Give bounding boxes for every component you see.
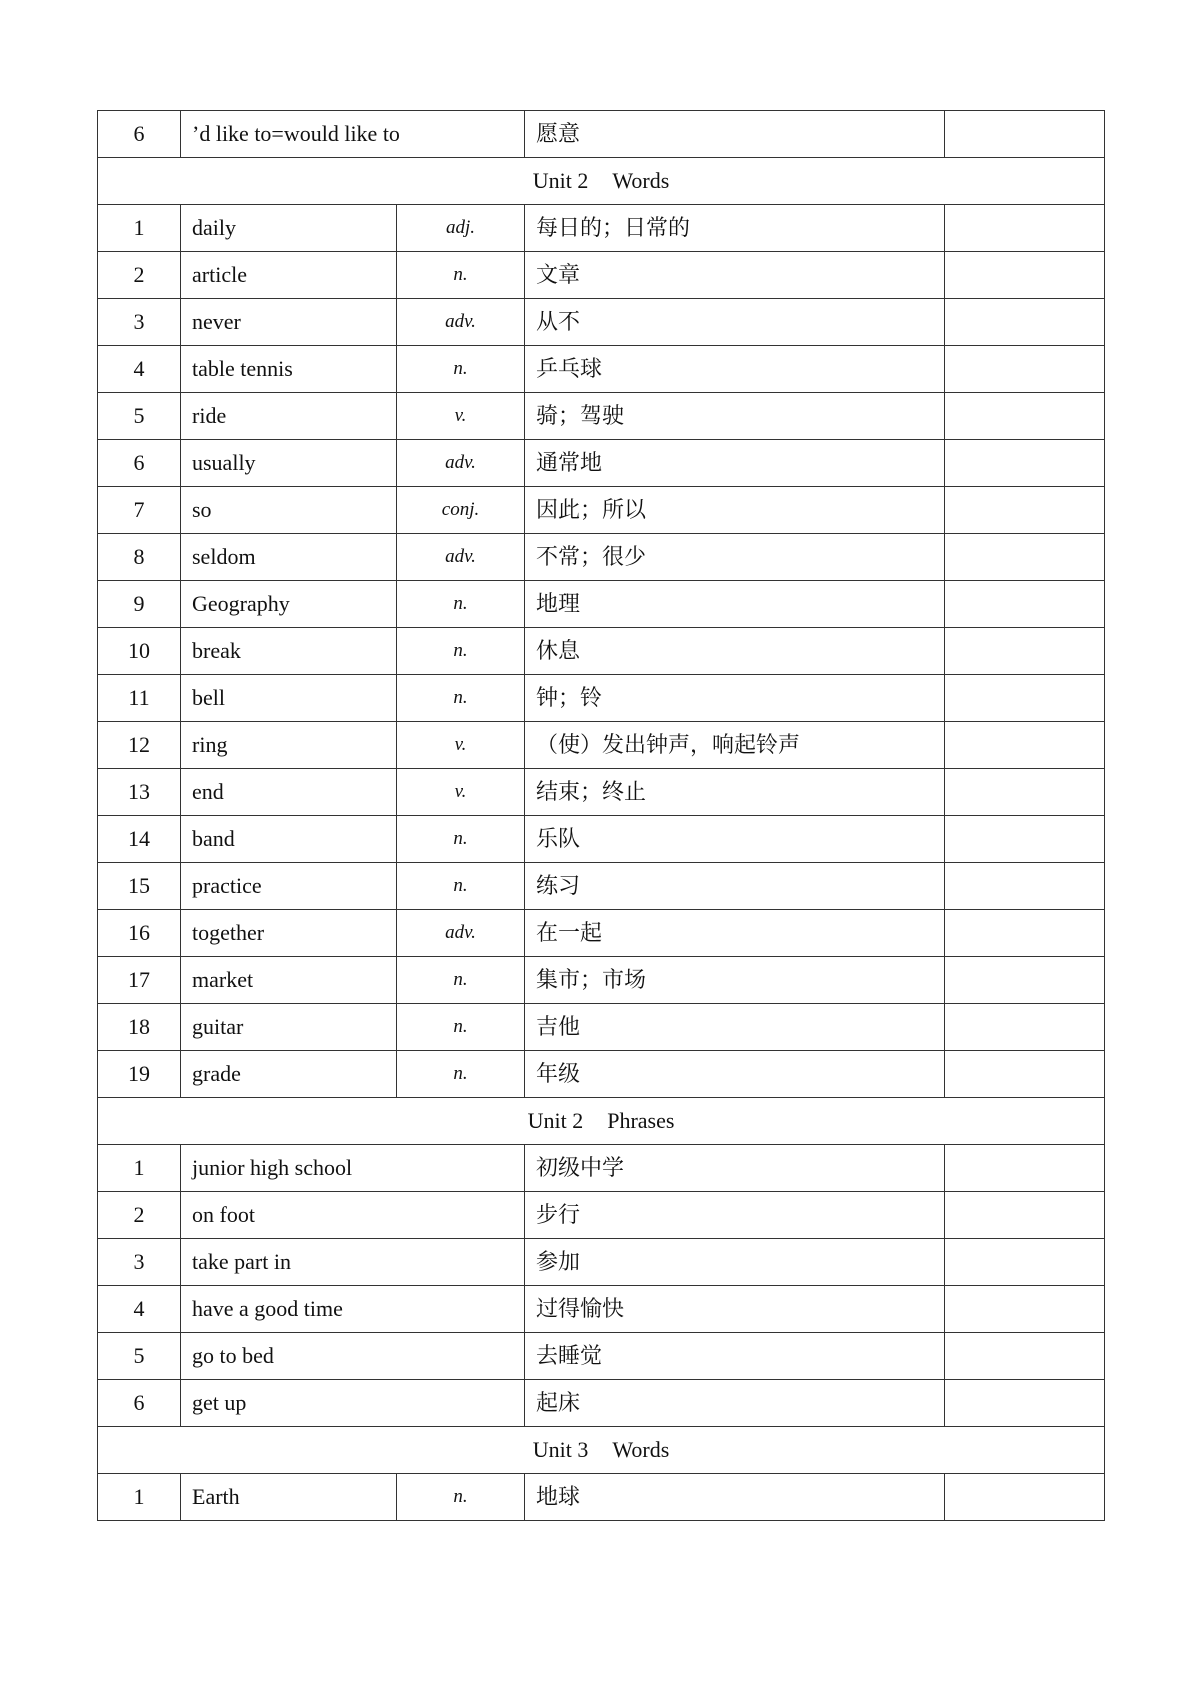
- phrase-cell: have a good time: [181, 1286, 525, 1333]
- word-cell: seldom: [181, 534, 397, 581]
- row-number: 3: [98, 1239, 181, 1286]
- section-header-row: [98, 1098, 1105, 1145]
- section-heading: Phrases: [607, 1108, 675, 1133]
- row-number: 1: [98, 205, 181, 252]
- meaning-cell: 通常地: [525, 440, 945, 487]
- table-row: [98, 487, 1105, 534]
- row-number: 15: [98, 863, 181, 910]
- table-row: [98, 1192, 1105, 1239]
- phrase-cell: take part in: [181, 1239, 525, 1286]
- part-of-speech-cell: conj.: [397, 487, 525, 534]
- row-number: 6: [98, 1380, 181, 1427]
- table-row: [98, 205, 1105, 252]
- table-row: [98, 111, 1105, 158]
- part-of-speech-cell: n.: [397, 1004, 525, 1051]
- part-of-speech-cell: adv.: [397, 910, 525, 957]
- word-cell: Geography: [181, 581, 397, 628]
- meaning-cell: 不常；很少: [525, 534, 945, 581]
- meaning-cell: 初级中学: [525, 1145, 945, 1192]
- meaning-cell: 钟；铃: [525, 675, 945, 722]
- word-cell: bell: [181, 675, 397, 722]
- table-row: [98, 1004, 1105, 1051]
- part-of-speech-cell: n.: [397, 863, 525, 910]
- part-of-speech-cell: n.: [397, 581, 525, 628]
- row-number: 2: [98, 252, 181, 299]
- row-number: 6: [98, 111, 181, 158]
- meaning-cell: 起床: [525, 1380, 945, 1427]
- phrase-cell: get up: [181, 1380, 525, 1427]
- section-header: [98, 1098, 1105, 1145]
- part-of-speech-cell: n.: [397, 816, 525, 863]
- row-number: 5: [98, 1333, 181, 1380]
- word-cell: usually: [181, 440, 397, 487]
- word-cell: table tennis: [181, 346, 397, 393]
- blank-cell: [945, 1004, 1105, 1051]
- blank-cell: [945, 205, 1105, 252]
- section-header-row: [98, 158, 1105, 205]
- row-number: 16: [98, 910, 181, 957]
- blank-cell: [945, 957, 1105, 1004]
- section-heading: Words: [612, 1437, 670, 1462]
- meaning-cell: 每日的；日常的: [525, 205, 945, 252]
- part-of-speech-cell: n.: [397, 1474, 525, 1521]
- section-header: [98, 1427, 1105, 1474]
- section-header-row: [98, 1427, 1105, 1474]
- meaning-cell: 过得愉快: [525, 1286, 945, 1333]
- row-number: 4: [98, 1286, 181, 1333]
- meaning-cell: 乒乓球: [525, 346, 945, 393]
- row-number: 8: [98, 534, 181, 581]
- table-row: [98, 910, 1105, 957]
- meaning-cell: 步行: [525, 1192, 945, 1239]
- blank-cell: [945, 628, 1105, 675]
- meaning-cell: 从不: [525, 299, 945, 346]
- row-number: 3: [98, 299, 181, 346]
- part-of-speech-cell: v.: [397, 769, 525, 816]
- blank-cell: [945, 111, 1105, 158]
- row-number: 7: [98, 487, 181, 534]
- row-number: 18: [98, 1004, 181, 1051]
- row-number: 1: [98, 1474, 181, 1521]
- part-of-speech-cell: n.: [397, 628, 525, 675]
- part-of-speech-cell: n.: [397, 252, 525, 299]
- meaning-cell: 在一起: [525, 910, 945, 957]
- row-number: 1: [98, 1145, 181, 1192]
- word-cell: so: [181, 487, 397, 534]
- meaning-cell: 结束；终止: [525, 769, 945, 816]
- meaning-cell: 吉他: [525, 1004, 945, 1051]
- meaning-cell: 因此；所以: [525, 487, 945, 534]
- table-row: [98, 346, 1105, 393]
- phrase-cell: on foot: [181, 1192, 525, 1239]
- blank-cell: [945, 1192, 1105, 1239]
- section-unit: Unit 2: [527, 1108, 584, 1133]
- table-row: [98, 769, 1105, 816]
- row-number: 2: [98, 1192, 181, 1239]
- word-cell: ride: [181, 393, 397, 440]
- table-row: [98, 440, 1105, 487]
- table-row: [98, 1380, 1105, 1427]
- row-number: 4: [98, 346, 181, 393]
- row-number: 12: [98, 722, 181, 769]
- table-row: [98, 1333, 1105, 1380]
- table-row: [98, 863, 1105, 910]
- table-row: [98, 675, 1105, 722]
- phrase-cell: go to bed: [181, 1333, 525, 1380]
- meaning-cell: 休息: [525, 628, 945, 675]
- row-number: 5: [98, 393, 181, 440]
- blank-cell: [945, 487, 1105, 534]
- word-cell: market: [181, 957, 397, 1004]
- word-cell: ring: [181, 722, 397, 769]
- blank-cell: [945, 675, 1105, 722]
- word-cell: practice: [181, 863, 397, 910]
- part-of-speech-cell: adj.: [397, 205, 525, 252]
- vocabulary-table-body: [98, 111, 1105, 1521]
- part-of-speech-cell: adv.: [397, 299, 525, 346]
- phrase-cell: ’d like to=would like to: [181, 111, 525, 158]
- meaning-cell: 练习: [525, 863, 945, 910]
- blank-cell: [945, 299, 1105, 346]
- word-cell: daily: [181, 205, 397, 252]
- row-number: 9: [98, 581, 181, 628]
- word-cell: Earth: [181, 1474, 397, 1521]
- part-of-speech-cell: n.: [397, 957, 525, 1004]
- meaning-cell: 地球: [525, 1474, 945, 1521]
- blank-cell: [945, 346, 1105, 393]
- part-of-speech-cell: n.: [397, 1051, 525, 1098]
- table-row: [98, 722, 1105, 769]
- blank-cell: [945, 1380, 1105, 1427]
- meaning-cell: 参加: [525, 1239, 945, 1286]
- part-of-speech-cell: adv.: [397, 440, 525, 487]
- word-cell: together: [181, 910, 397, 957]
- meaning-cell: 乐队: [525, 816, 945, 863]
- blank-cell: [945, 1239, 1105, 1286]
- meaning-cell: 去睡觉: [525, 1333, 945, 1380]
- blank-cell: [945, 1286, 1105, 1333]
- section-unit: Unit 2: [532, 168, 589, 193]
- table-row: [98, 393, 1105, 440]
- part-of-speech-cell: v.: [397, 393, 525, 440]
- part-of-speech-cell: n.: [397, 675, 525, 722]
- blank-cell: [945, 440, 1105, 487]
- blank-cell: [945, 393, 1105, 440]
- section-header: [98, 158, 1105, 205]
- blank-cell: [945, 581, 1105, 628]
- blank-cell: [945, 769, 1105, 816]
- table-row: [98, 957, 1105, 1004]
- blank-cell: [945, 910, 1105, 957]
- table-row: [98, 1145, 1105, 1192]
- table-row: [98, 1051, 1105, 1098]
- row-number: 11: [98, 675, 181, 722]
- row-number: 13: [98, 769, 181, 816]
- table-row: [98, 299, 1105, 346]
- table-row: [98, 1474, 1105, 1521]
- table-row: [98, 252, 1105, 299]
- row-number: 10: [98, 628, 181, 675]
- table-row: [98, 581, 1105, 628]
- meaning-cell: 骑；驾驶: [525, 393, 945, 440]
- row-number: 17: [98, 957, 181, 1004]
- row-number: 6: [98, 440, 181, 487]
- blank-cell: [945, 816, 1105, 863]
- meaning-cell: 地理: [525, 581, 945, 628]
- part-of-speech-cell: v.: [397, 722, 525, 769]
- blank-cell: [945, 252, 1105, 299]
- part-of-speech-cell: n.: [397, 346, 525, 393]
- blank-cell: [945, 534, 1105, 581]
- blank-cell: [945, 1145, 1105, 1192]
- phrase-cell: junior high school: [181, 1145, 525, 1192]
- table-row: [98, 816, 1105, 863]
- table-row: [98, 1286, 1105, 1333]
- word-cell: band: [181, 816, 397, 863]
- meaning-cell: 愿意: [525, 111, 945, 158]
- word-cell: end: [181, 769, 397, 816]
- blank-cell: [945, 1051, 1105, 1098]
- word-cell: break: [181, 628, 397, 675]
- table-row: [98, 628, 1105, 675]
- part-of-speech-cell: adv.: [397, 534, 525, 581]
- table-row: [98, 534, 1105, 581]
- blank-cell: [945, 1474, 1105, 1521]
- word-cell: never: [181, 299, 397, 346]
- row-number: 14: [98, 816, 181, 863]
- meaning-cell: （使）发出钟声，响起铃声: [525, 722, 945, 769]
- meaning-cell: 文章: [525, 252, 945, 299]
- word-cell: article: [181, 252, 397, 299]
- vocabulary-table: [97, 110, 1105, 1521]
- meaning-cell: 集市；市场: [525, 957, 945, 1004]
- word-cell: grade: [181, 1051, 397, 1098]
- blank-cell: [945, 863, 1105, 910]
- table-row: [98, 1239, 1105, 1286]
- row-number: 19: [98, 1051, 181, 1098]
- blank-cell: [945, 722, 1105, 769]
- section-unit: Unit 3: [532, 1437, 589, 1462]
- meaning-cell: 年级: [525, 1051, 945, 1098]
- blank-cell: [945, 1333, 1105, 1380]
- word-cell: guitar: [181, 1004, 397, 1051]
- section-heading: Words: [612, 168, 670, 193]
